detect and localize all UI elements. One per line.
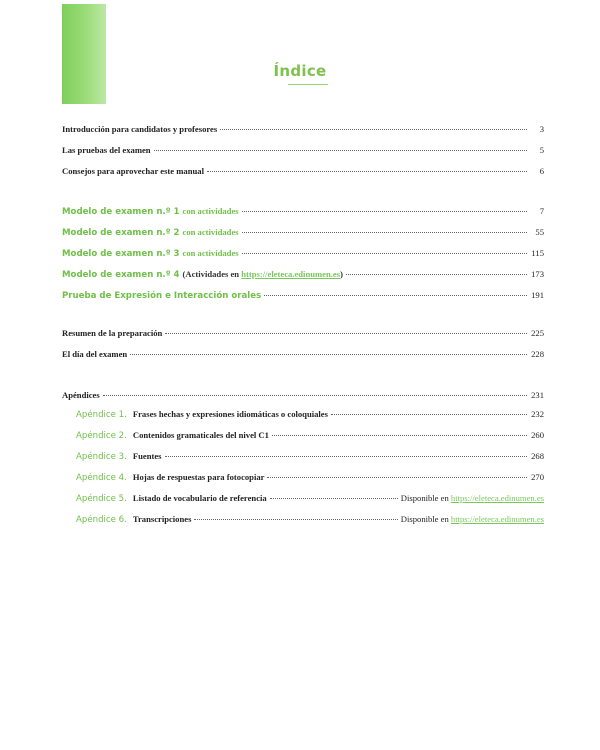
appendix-title: Listado de vocabulario de referencia: [132, 493, 267, 503]
toc-entry-page: 115: [531, 248, 544, 258]
leader-dots: [346, 274, 527, 275]
leader-dots: [264, 295, 527, 296]
leader-dots: [272, 435, 527, 436]
toc-entry-page: 7: [539, 206, 544, 216]
toc-entry-page: 5: [539, 145, 544, 155]
toc-entry-title: Resumen de la preparación: [62, 328, 163, 338]
leader-dots: [130, 354, 527, 355]
leader-dots: [331, 414, 527, 415]
leader-dots: [165, 456, 527, 457]
appendix-label: Apéndice 6.: [76, 515, 127, 525]
toc-entry-subtitle: con actividades: [182, 227, 239, 237]
toc-entry-title: Prueba de Expresión e Interacción orales: [62, 291, 262, 301]
toc-entry-consejos[interactable]: [62, 166, 544, 176]
leader-dots: [242, 253, 527, 254]
appendix-label: Apéndice 3.: [76, 452, 127, 462]
appendix-title: Fuentes: [132, 451, 162, 461]
toc-entry-apendices[interactable]: [62, 390, 544, 400]
eleteca-link[interactable]: https://eleteca.edinumen.es: [241, 269, 341, 279]
toc-entry-apendice-2[interactable]: [76, 430, 544, 441]
toc-entry-title: Modelo de examen n.º 1: [62, 207, 180, 217]
toc-entry-page: 3: [539, 124, 544, 134]
toc-entry-apendice-4[interactable]: [76, 472, 544, 483]
leader-dots: [220, 129, 527, 130]
toc-entry-apendice-3[interactable]: [76, 451, 544, 462]
toc-entry-resumen[interactable]: [62, 328, 544, 338]
toc-entry-apendice-5[interactable]: [76, 493, 544, 504]
toc-entry-title: Las pruebas del examen: [62, 145, 151, 155]
appendix-label: Apéndice 5.: [76, 494, 127, 504]
title-underline: [288, 84, 328, 85]
leader-dots: [267, 477, 527, 478]
appendix-label: Apéndice 2.: [76, 431, 127, 441]
toc-entry-apendice-1[interactable]: [76, 409, 544, 420]
leader-dots: [165, 333, 527, 334]
eleteca-link[interactable]: https://eleteca.edinumen.es: [450, 514, 544, 524]
toc-entry-title: Modelo de examen n.º 3: [62, 249, 180, 259]
toc-entry-intro[interactable]: [62, 124, 544, 134]
appendix-title: Hojas de respuestas para fotocopiar: [132, 472, 265, 482]
eleteca-link[interactable]: https://eleteca.edinumen.es: [450, 493, 544, 503]
appendix-title: Transcripciones: [132, 514, 192, 524]
toc-entry-page: 231: [531, 390, 544, 400]
appendix-label: Apéndice 1.: [76, 410, 127, 420]
available-note: Disponible en: [400, 514, 449, 524]
toc-entry-page: 260: [531, 430, 544, 440]
toc-entry-page: 270: [531, 472, 544, 482]
available-note: Disponible en: [400, 493, 449, 503]
leader-dots: [242, 232, 527, 233]
appendix-title: Frases hechas y expresiones idiomáticas o coloquiales: [132, 409, 328, 419]
toc-entry-subtitle: con actividades: [182, 248, 239, 258]
toc-entry-title: Introducción para candidatos y profesores: [62, 124, 218, 134]
toc-entry-note: (Actividades en: [182, 269, 242, 279]
toc-entry-modelo-1[interactable]: [62, 206, 544, 217]
toc-entry-pruebas[interactable]: [62, 145, 544, 155]
appendix-label: Apéndice 4.: [76, 473, 127, 483]
toc-entry-title: Modelo de examen n.º 4: [62, 270, 180, 280]
toc-entry-title: Modelo de examen n.º 2: [62, 228, 180, 238]
toc-entry-page: 268: [531, 451, 544, 461]
leader-dots: [154, 150, 527, 151]
toc-entry-page: 228: [531, 349, 544, 359]
page-title: Índice: [273, 62, 327, 80]
toc-entry-title: Consejos para aprovechar este manual: [62, 166, 204, 176]
leader-dots: [194, 519, 397, 520]
toc-entry-title: El día del examen: [62, 349, 128, 359]
appendix-title: Contenidos gramaticales del nivel C1: [132, 430, 269, 440]
toc-entry-dia-examen[interactable]: [62, 349, 544, 359]
toc-entry-modelo-2[interactable]: [62, 227, 544, 238]
toc-entry-modelo-3[interactable]: [62, 248, 544, 259]
green-header-tab: [62, 4, 106, 104]
toc-entry-page: 232: [531, 409, 544, 419]
toc-entry-page: 225: [531, 328, 544, 338]
toc-entry-title: Apéndices: [62, 390, 100, 400]
toc-entry-apendice-6[interactable]: [76, 514, 544, 525]
leader-dots: [242, 211, 527, 212]
toc-entry-modelo-4[interactable]: Modelo de examen n.º 4 (Actividades en https://eleteca.edinumen.es) 173: [62, 269, 544, 280]
toc-entry-subtitle: con actividades: [182, 206, 239, 216]
toc-entry-page: 6: [539, 166, 544, 176]
toc-entry-page: 55: [535, 227, 544, 237]
leader-dots: [103, 395, 527, 396]
toc-entry-prueba-orales[interactable]: [62, 290, 544, 301]
leader-dots: [270, 498, 398, 499]
toc-entry-page: 191: [531, 290, 544, 300]
leader-dots: [207, 171, 527, 172]
toc-entry-page: 173: [531, 269, 544, 279]
